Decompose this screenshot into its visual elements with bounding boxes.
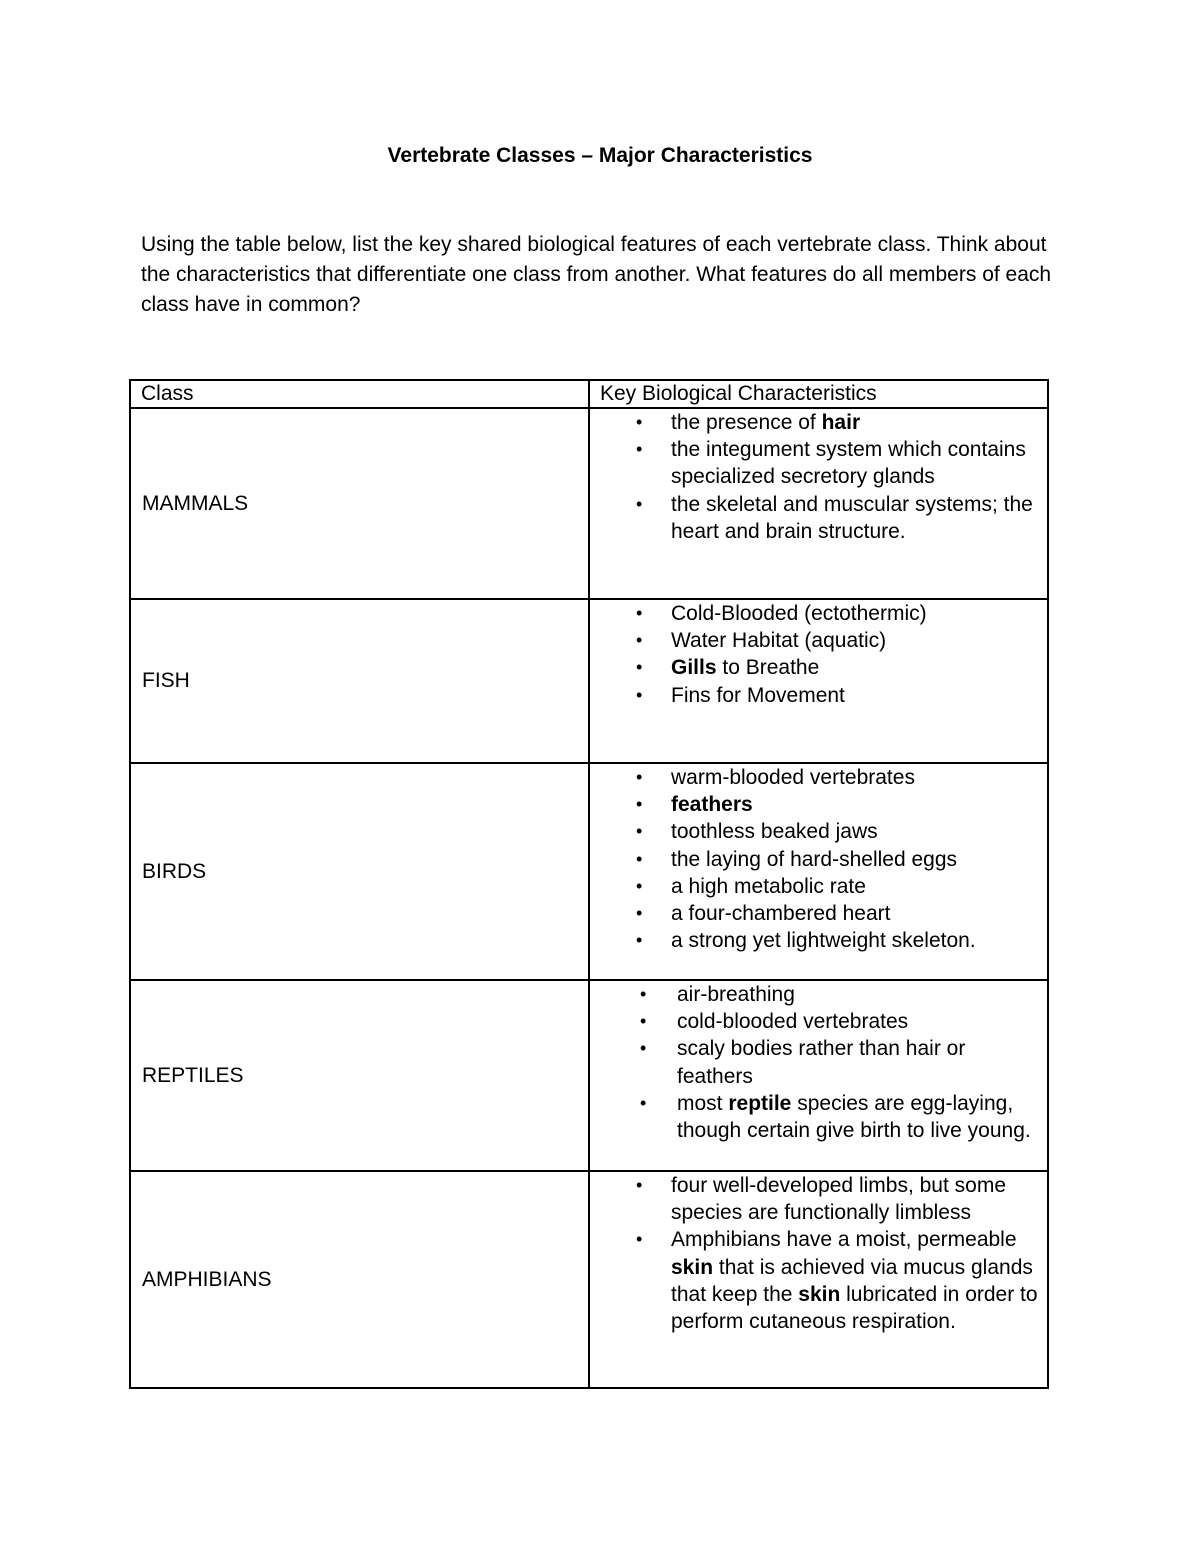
class-cell	[130, 763, 589, 980]
item-text: to Breathe	[716, 656, 820, 680]
bullet-icon: •	[636, 794, 643, 815]
item-text: Water Habitat (aquatic)	[671, 629, 887, 653]
list-item	[590, 818, 1047, 845]
bullet-icon: •	[636, 875, 643, 896]
bullet-icon: •	[636, 767, 643, 787]
item-text: air-breathing	[677, 983, 795, 1006]
bullet-icon: •	[636, 903, 643, 924]
header-characteristics: Key Biological Characteristics	[589, 380, 1048, 408]
bullet-icon: •	[636, 1229, 643, 1250]
list-item	[590, 927, 1047, 954]
bullet-icon: •	[640, 1092, 647, 1113]
class-name: MAMMALS	[142, 491, 249, 515]
table-row	[130, 1171, 1048, 1388]
class-cell	[130, 1171, 589, 1388]
bold-term: skin	[671, 1255, 714, 1279]
characteristics-table	[129, 379, 1049, 1389]
characteristics-list	[590, 600, 1047, 709]
class-name: REPTILES	[142, 1063, 244, 1087]
intro-paragraph: Using the table below, list the key shared biological features of each vertebrate class. Think about the characteristics that differentiate one class from another. What features do all members of each class have in common?	[141, 233, 1052, 316]
item-text: the presence of	[671, 411, 822, 434]
table-row	[130, 980, 1048, 1171]
class-cell	[130, 408, 589, 599]
list-item	[590, 491, 1047, 545]
item-text: Cold-Blooded (ectothermic)	[671, 602, 927, 625]
bullet-icon: •	[636, 439, 643, 460]
item-text: species are egg-laying, though certain give birth to live young.	[677, 1091, 1031, 1143]
item-text: a four-chambered heart	[671, 902, 891, 926]
item-text: toothless beaked jaws	[671, 820, 878, 844]
table-row	[130, 408, 1048, 599]
bullet-icon: •	[636, 603, 643, 623]
list-item	[590, 409, 1047, 436]
item-text: the integument system which contains specialized secretory glands	[671, 438, 1026, 489]
list-item	[590, 846, 1047, 873]
characteristics-cell	[589, 599, 1048, 763]
bullet-icon: •	[636, 1175, 643, 1195]
item-text: Fins for Movement	[671, 683, 845, 707]
list-item	[590, 1035, 1047, 1089]
list-item	[590, 1226, 1047, 1335]
bold-term: feathers	[671, 793, 753, 817]
class-name: BIRDS	[142, 859, 207, 883]
list-item	[590, 981, 1047, 1008]
list-item	[590, 1090, 1047, 1144]
bullet-icon: •	[636, 930, 643, 951]
item-text: that is achieved via mucus glands that keep the	[671, 1255, 1033, 1306]
header-class: Class	[130, 380, 589, 408]
class-name: AMPHIBIANS	[142, 1267, 272, 1291]
bullet-icon: •	[636, 684, 643, 705]
item-text: a high metabolic rate	[671, 874, 866, 898]
characteristics-cell	[589, 408, 1048, 599]
bold-term: Gills	[671, 656, 717, 680]
item-text: four well-developed limbs, but some species are functionally limbless	[671, 1174, 1006, 1225]
item-text: warm-blooded vertebrates	[671, 766, 915, 789]
characteristics-list	[590, 764, 1047, 954]
characteristics-cell	[589, 980, 1048, 1171]
list-item	[590, 1008, 1047, 1035]
characteristics-list	[590, 981, 1047, 1144]
list-item	[590, 900, 1047, 927]
characteristics-cell	[589, 1171, 1048, 1388]
list-item	[590, 1172, 1047, 1226]
characteristics-list	[590, 409, 1047, 545]
item-text: a strong yet lightweight skeleton.	[671, 929, 976, 953]
item-text: Amphibians have a moist, permeable	[671, 1228, 1017, 1252]
page-title: Vertebrate Classes – Major Characteristics	[387, 144, 813, 167]
class-name: FISH	[142, 669, 190, 692]
item-text: lubricated in order to perform cutaneous respiration.	[671, 1282, 1038, 1334]
list-item	[590, 436, 1047, 490]
table-row	[130, 599, 1048, 763]
list-item	[590, 654, 1047, 681]
bullet-icon: •	[640, 1038, 647, 1059]
bold-term: skin	[798, 1282, 841, 1306]
characteristics-cell	[589, 763, 1048, 980]
bullet-icon: •	[636, 848, 643, 869]
bullet-icon: •	[640, 1011, 647, 1032]
bold-term: hair	[821, 411, 861, 434]
item-text: most	[677, 1091, 729, 1115]
item-text: the laying of hard-shelled eggs	[671, 847, 958, 871]
item-text: cold-blooded vertebrates	[677, 1010, 909, 1034]
bold-term: reptile	[728, 1091, 792, 1115]
bullet-icon: •	[640, 984, 647, 1004]
list-item	[590, 600, 1047, 627]
item-text: scaly bodies rather than hair or feathers	[677, 1037, 966, 1088]
bullet-icon: •	[636, 412, 643, 432]
list-item	[590, 873, 1047, 900]
bullet-icon: •	[636, 821, 643, 842]
list-item	[590, 764, 1047, 791]
table-header-row	[130, 380, 1048, 408]
bullet-icon: •	[636, 493, 643, 514]
table-row	[130, 763, 1048, 980]
bullet-icon: •	[636, 657, 643, 678]
class-cell	[130, 599, 589, 763]
list-item	[590, 682, 1047, 709]
list-item	[590, 791, 1047, 818]
bullet-icon: •	[636, 630, 643, 651]
item-text: the skeletal and muscular systems; the heart and brain structure.	[671, 492, 1033, 543]
list-item	[590, 627, 1047, 654]
characteristics-list	[590, 1172, 1047, 1335]
class-cell	[130, 980, 589, 1171]
